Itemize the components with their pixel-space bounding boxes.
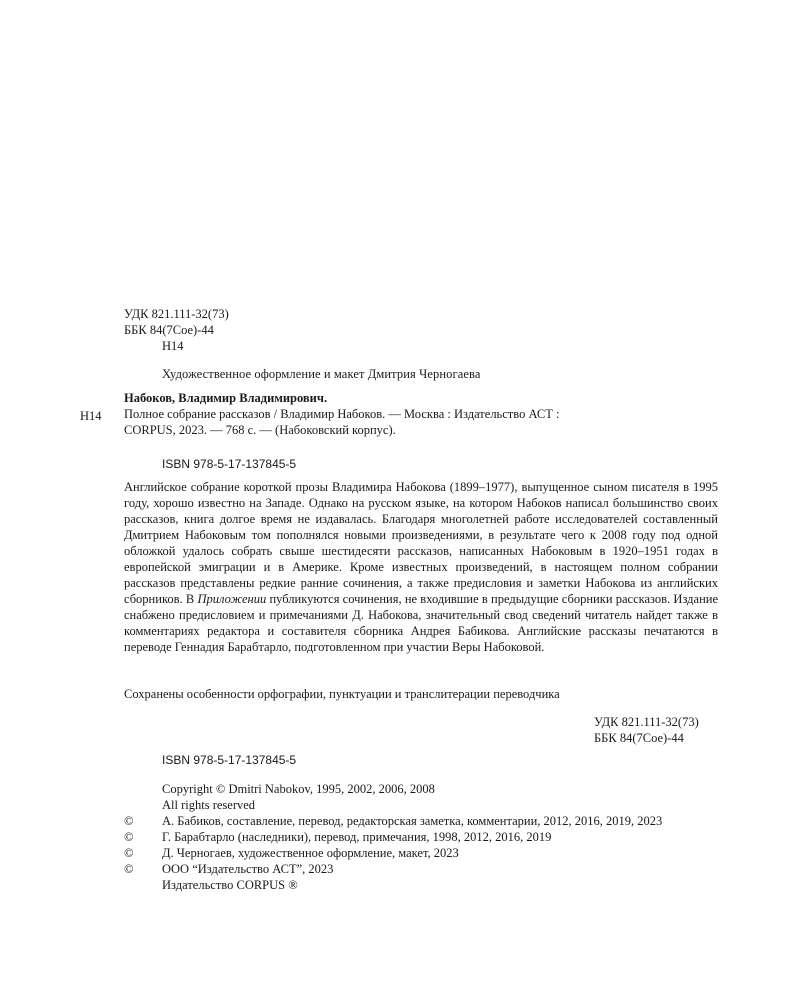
author-heading: Набоков, Владимир Владимирович.: [124, 391, 328, 405]
title-line-1: Полное собрание рассказов / Владимир Набоков. — Москва : Издательство АСТ :: [124, 407, 560, 421]
copyright-symbol: ©: [124, 814, 134, 828]
copyright-entry: [124, 813, 720, 829]
udk-code: УДК 821.111-32(73): [124, 307, 229, 321]
title-line-2: CORPUS, 2023. — 768 с. — (Набоковский корпус).: [124, 423, 396, 437]
bbk-right: ББК 84(7Сое)-44: [594, 731, 684, 745]
rights-reserved: All rights reserved: [162, 798, 256, 812]
copyright-entry-text: А. Бабиков, составление, перевод, редакторская заметка, комментарии, 2012, 2016, 2019, 2023: [162, 814, 663, 828]
copyright-symbol: ©: [124, 830, 134, 844]
annotation-italic: Приложении: [197, 592, 267, 606]
copyright-entry: [124, 845, 720, 861]
bbk-code: ББК 84(7Сое)-44: [124, 323, 214, 337]
annotation-part-1: Английское собрание короткой прозы Владимира Набокова (1899–1977), выпущенное сыном писателя в 1995 году, хорошо известно на Западе. Однако на русском языке, на котором Набоков написал большинство своих рассказов, книга долгое время не издавалась. Благодаря многолетней работе исследователей составленный Дмитрием Набоковым том пополнялся новыми произведениями, в результате чего к 2008 году под одной обложкой удалось собрать свыше шестидесяти рассказов, написанных Набоковым в 1920–1951 годах в европейской эмиграции и в Америке. Кроме известных произведений, в настоящем полном собрании рассказов представлены редкие ранние сочинения, а также предисловия и заметки Набокова из английских сборников. В: [124, 480, 718, 606]
copyright-symbol: ©: [124, 846, 134, 860]
copyright-main-row: [124, 781, 720, 797]
author-mark-left: Н14: [80, 409, 102, 423]
rights-row: [124, 797, 720, 813]
author-mark: Н14: [162, 339, 184, 353]
copyright-block: [124, 781, 720, 893]
copyright-entry-text: ООО “Издательство АСТ”, 2023: [162, 862, 334, 876]
copyright-symbol: ©: [124, 862, 134, 876]
copyright-main: Copyright © Dmitri Nabokov, 1995, 2002, 2006, 2008: [162, 782, 435, 796]
copyright-entry: [124, 861, 720, 877]
udk-right-block: [594, 714, 699, 746]
preservation-note: Сохранены особенности орфографии, пунктуации и транслитерации переводчика: [124, 687, 560, 701]
design-credit: Художественное оформление и макет Дмитрия Черногаева: [162, 367, 481, 381]
isbn-top: ISBN 978-5-17-137845-5: [162, 457, 297, 471]
copyright-entry-text: Д. Черногаев, художественное оформление, макет, 2023: [162, 846, 459, 860]
copyright-entry-text: Г. Барабтарло (наследники), перевод, примечания, 1998, 2012, 2016, 2019: [162, 830, 552, 844]
publisher: Издательство CORPUS ®: [162, 878, 298, 892]
publisher-row: [124, 877, 720, 893]
annotation: [124, 479, 718, 655]
bibliographic-record: [124, 390, 644, 438]
udk-right: УДК 821.111-32(73): [594, 715, 699, 729]
isbn-bottom: ISBN 978-5-17-137845-5: [162, 753, 297, 767]
annotation-text: [124, 479, 718, 655]
udk-block: [124, 306, 229, 354]
annotation-part-2: публикуются сочинения, не входившие в предыдущие сборники рассказов. Издание снабжено предисловием и примечаниями Д. Набокова, значительный свод сведений читатель найдет также в комментариях редактора и составителя сборника Андрея Бабикова. Английские рассказы печатаются в переводе Геннадия Барабтарло, подготовленном при участии Веры Набоковой.: [124, 592, 718, 654]
copyright-entry: [124, 829, 720, 845]
